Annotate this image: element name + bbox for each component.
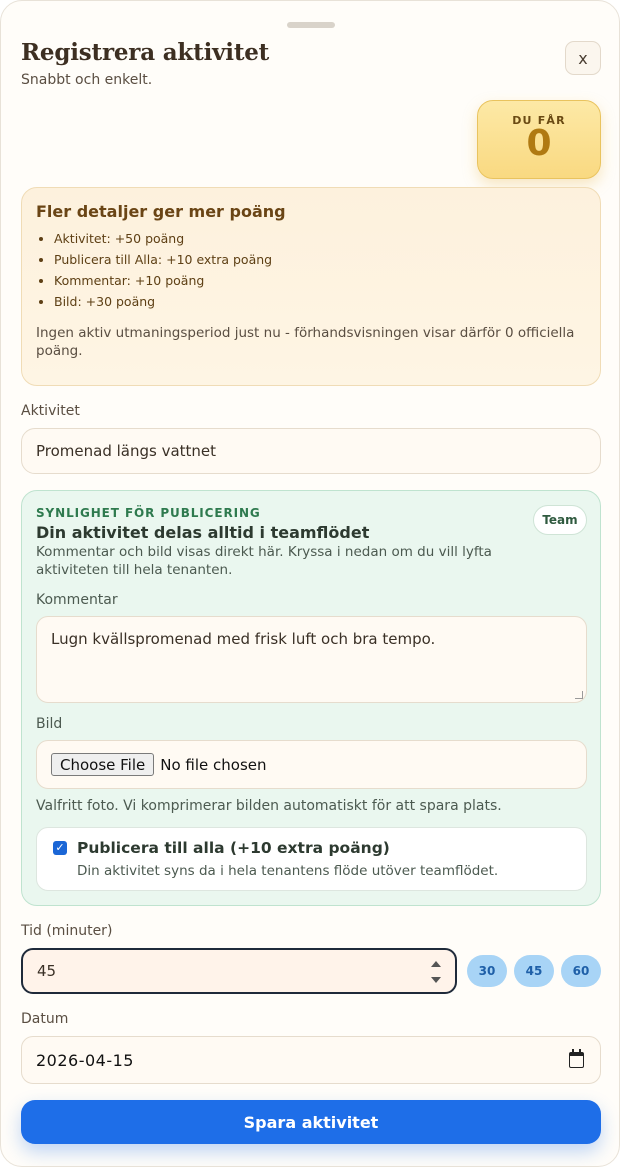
activity-input[interactable] — [21, 428, 601, 474]
file-status: No file chosen — [160, 755, 267, 774]
publish-checkbox[interactable] — [53, 841, 67, 855]
publish-title: Publicera till alla (+10 extra poäng) — [77, 839, 390, 857]
comment-textarea[interactable] — [36, 616, 587, 703]
points-info-box — [21, 187, 601, 386]
visibility-eyebrow: SYNLIGHET FÖR PUBLICERING — [36, 506, 261, 520]
decrement-icon[interactable] — [431, 977, 441, 983]
points-preview-card — [477, 100, 601, 179]
activity-label: Aktivitet — [21, 403, 80, 419]
image-file-input[interactable] — [36, 740, 587, 789]
page-subtitle: Snabbt och enkelt. — [21, 72, 153, 88]
save-activity-button[interactable]: Spara aktivitet — [21, 1100, 601, 1144]
resize-grip-icon[interactable] — [575, 691, 583, 699]
list-item: • Aktivitet: +50 poäng — [54, 228, 586, 249]
choose-file-button[interactable]: Choose File — [51, 753, 154, 776]
comment-label: Kommentar — [36, 592, 118, 608]
publish-description: Din aktivitet syns da i hela tenantens flöde utöver teamflödet. — [77, 863, 499, 879]
duration-label: Tid (minuter) — [21, 923, 113, 939]
quick-duration-30-button[interactable]: 30 — [467, 955, 507, 987]
image-help-text: Valfritt foto. Vi komprimerar bilden automatiskt för att spara plats. — [36, 798, 502, 814]
number-spinner[interactable] — [430, 961, 442, 983]
drag-handle[interactable] — [287, 22, 335, 28]
visibility-description: Kommentar och bild visas direkt här. Kryssa i nedan om du vill lyfta aktiviteten till hela tenanten. — [36, 544, 492, 578]
team-badge: Team — [533, 505, 587, 535]
list-item: • Publicera till Alla: +10 extra poäng — [54, 249, 586, 270]
checkmark-icon: ✓ — [55, 841, 65, 854]
calendar-icon[interactable] — [569, 1052, 584, 1068]
date-value: 2026-04-15 — [36, 1050, 134, 1070]
info-heading: Fler detaljer ger mer poäng — [36, 202, 286, 221]
info-note: Ingen aktiv utmaningsperiod just nu - förhandsvisningen visar därför 0 officiella poäng. — [36, 325, 575, 359]
close-button[interactable] — [565, 41, 601, 75]
quick-duration-45-button[interactable]: 45 — [514, 955, 554, 987]
date-input[interactable] — [21, 1036, 601, 1084]
comment-value: Lugn kvällspromenad med frisk luft och bra tempo. — [51, 630, 436, 648]
image-label: Bild — [36, 716, 63, 732]
activity-input-value: Promenad längs vattnet — [36, 442, 217, 460]
quick-duration-60-button[interactable]: 60 — [561, 955, 601, 987]
page-title: Registrera aktivitet — [21, 39, 270, 66]
duration-value: 45 — [37, 962, 57, 980]
date-label: Datum — [21, 1011, 69, 1027]
visibility-heading: Din aktivitet delas alltid i teamflödet — [36, 523, 370, 542]
list-item: • Kommentar: +10 poäng — [54, 270, 586, 291]
close-icon: x — [578, 48, 588, 68]
points-rules-list — [54, 228, 586, 312]
list-item: • Bild: +30 poäng — [54, 291, 586, 312]
points-label: DU FÅR — [512, 114, 566, 127]
duration-input[interactable] — [21, 948, 457, 994]
publish-to-all-option[interactable] — [36, 827, 587, 891]
increment-icon[interactable] — [431, 961, 441, 967]
visibility-section — [21, 490, 601, 906]
points-value: 0 — [526, 123, 552, 164]
